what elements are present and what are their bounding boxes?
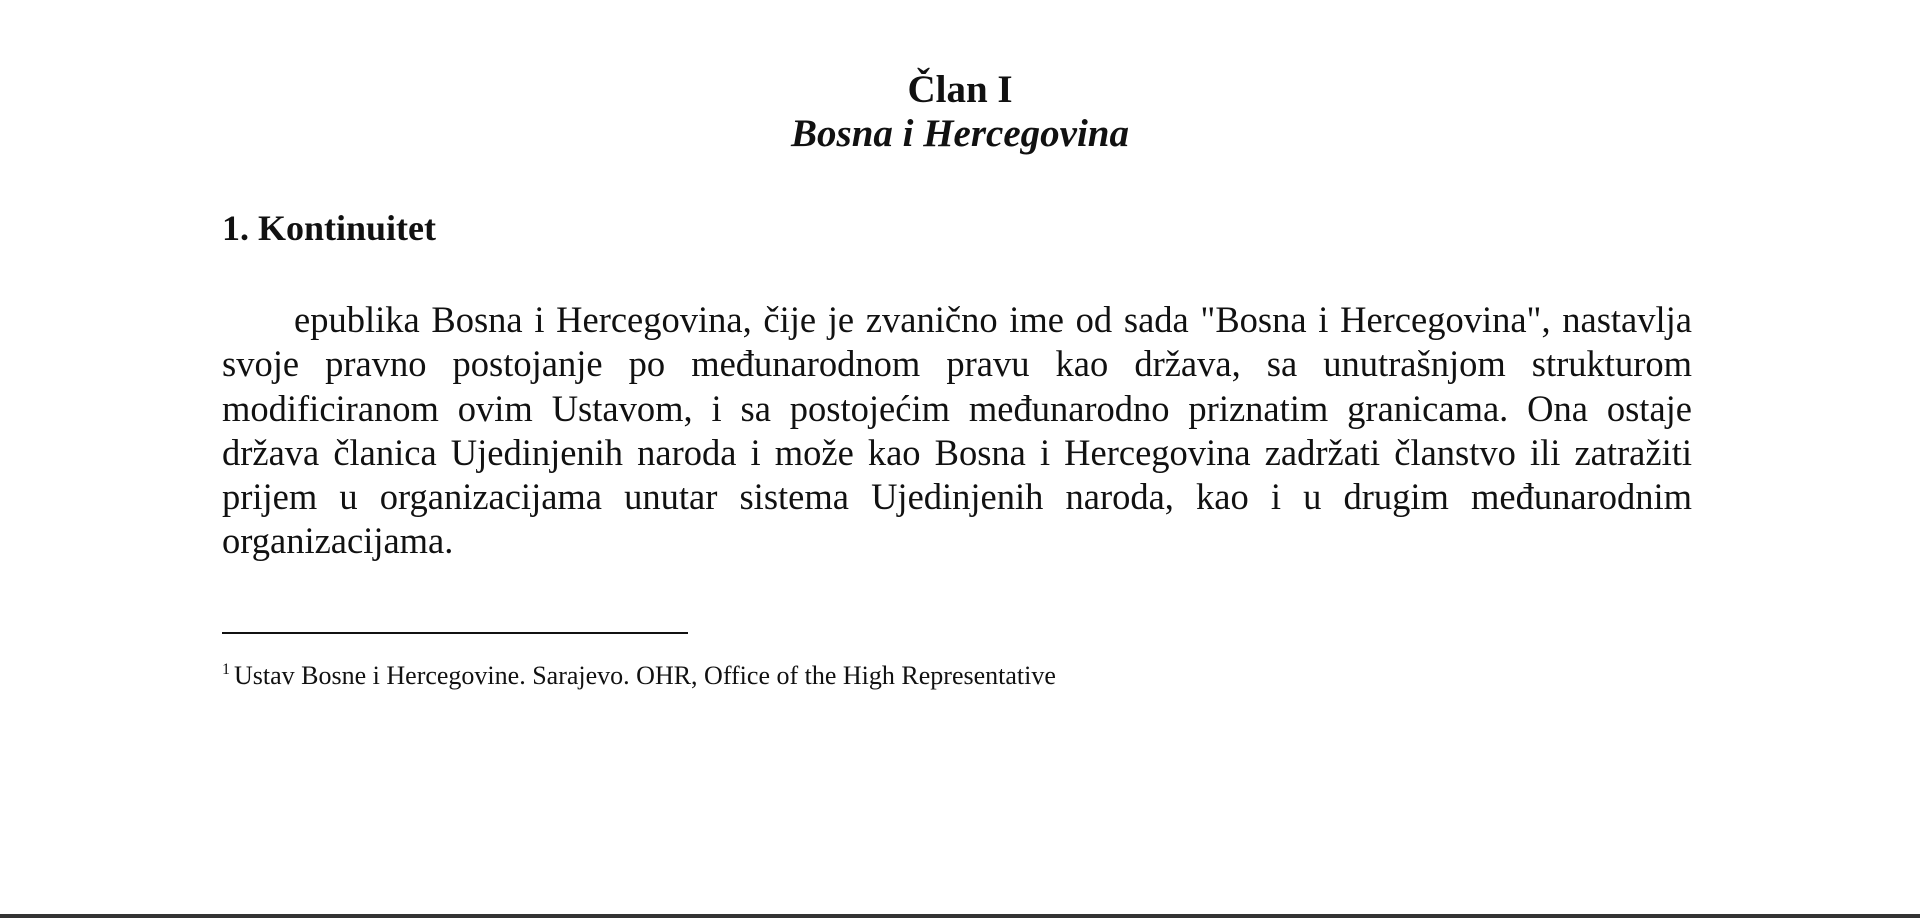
page-bottom-border <box>0 914 1920 918</box>
footnote <box>222 652 1056 694</box>
section-heading: 1. Kontinuitet <box>222 208 437 248</box>
article-number: Član I <box>907 68 1013 111</box>
body-paragraph: epublika Bosna i Hercegovina, čije je zvanično ime od sada "Bosna i Hercegovina", nastavlja svoje pravno postojanje po međunarodnom pravu kao država, sa unutrašnjom strukturom modificiranom ovim Ustavom, i sa postojećim međunarodno priznatim granicama. Ona ostaje država članica Ujedinjenih naroda i može kao Bosna i Hercegovina zadržati članstvo ili zatražiti prijem u organizacijama unutar sistema Ujedinjenih naroda, kao i u drugim međunarodnim organizacijama. <box>222 299 1692 562</box>
article-heading <box>0 68 1920 156</box>
footnote-marker: 1 <box>222 661 230 678</box>
footnote-divider <box>222 632 688 634</box>
footnote-text: Ustav Bosne i Hercegovine. Sarajevo. OHR, Office of the High Representative <box>234 661 1056 690</box>
article-title: Bosna i Hercegovina <box>791 112 1129 155</box>
